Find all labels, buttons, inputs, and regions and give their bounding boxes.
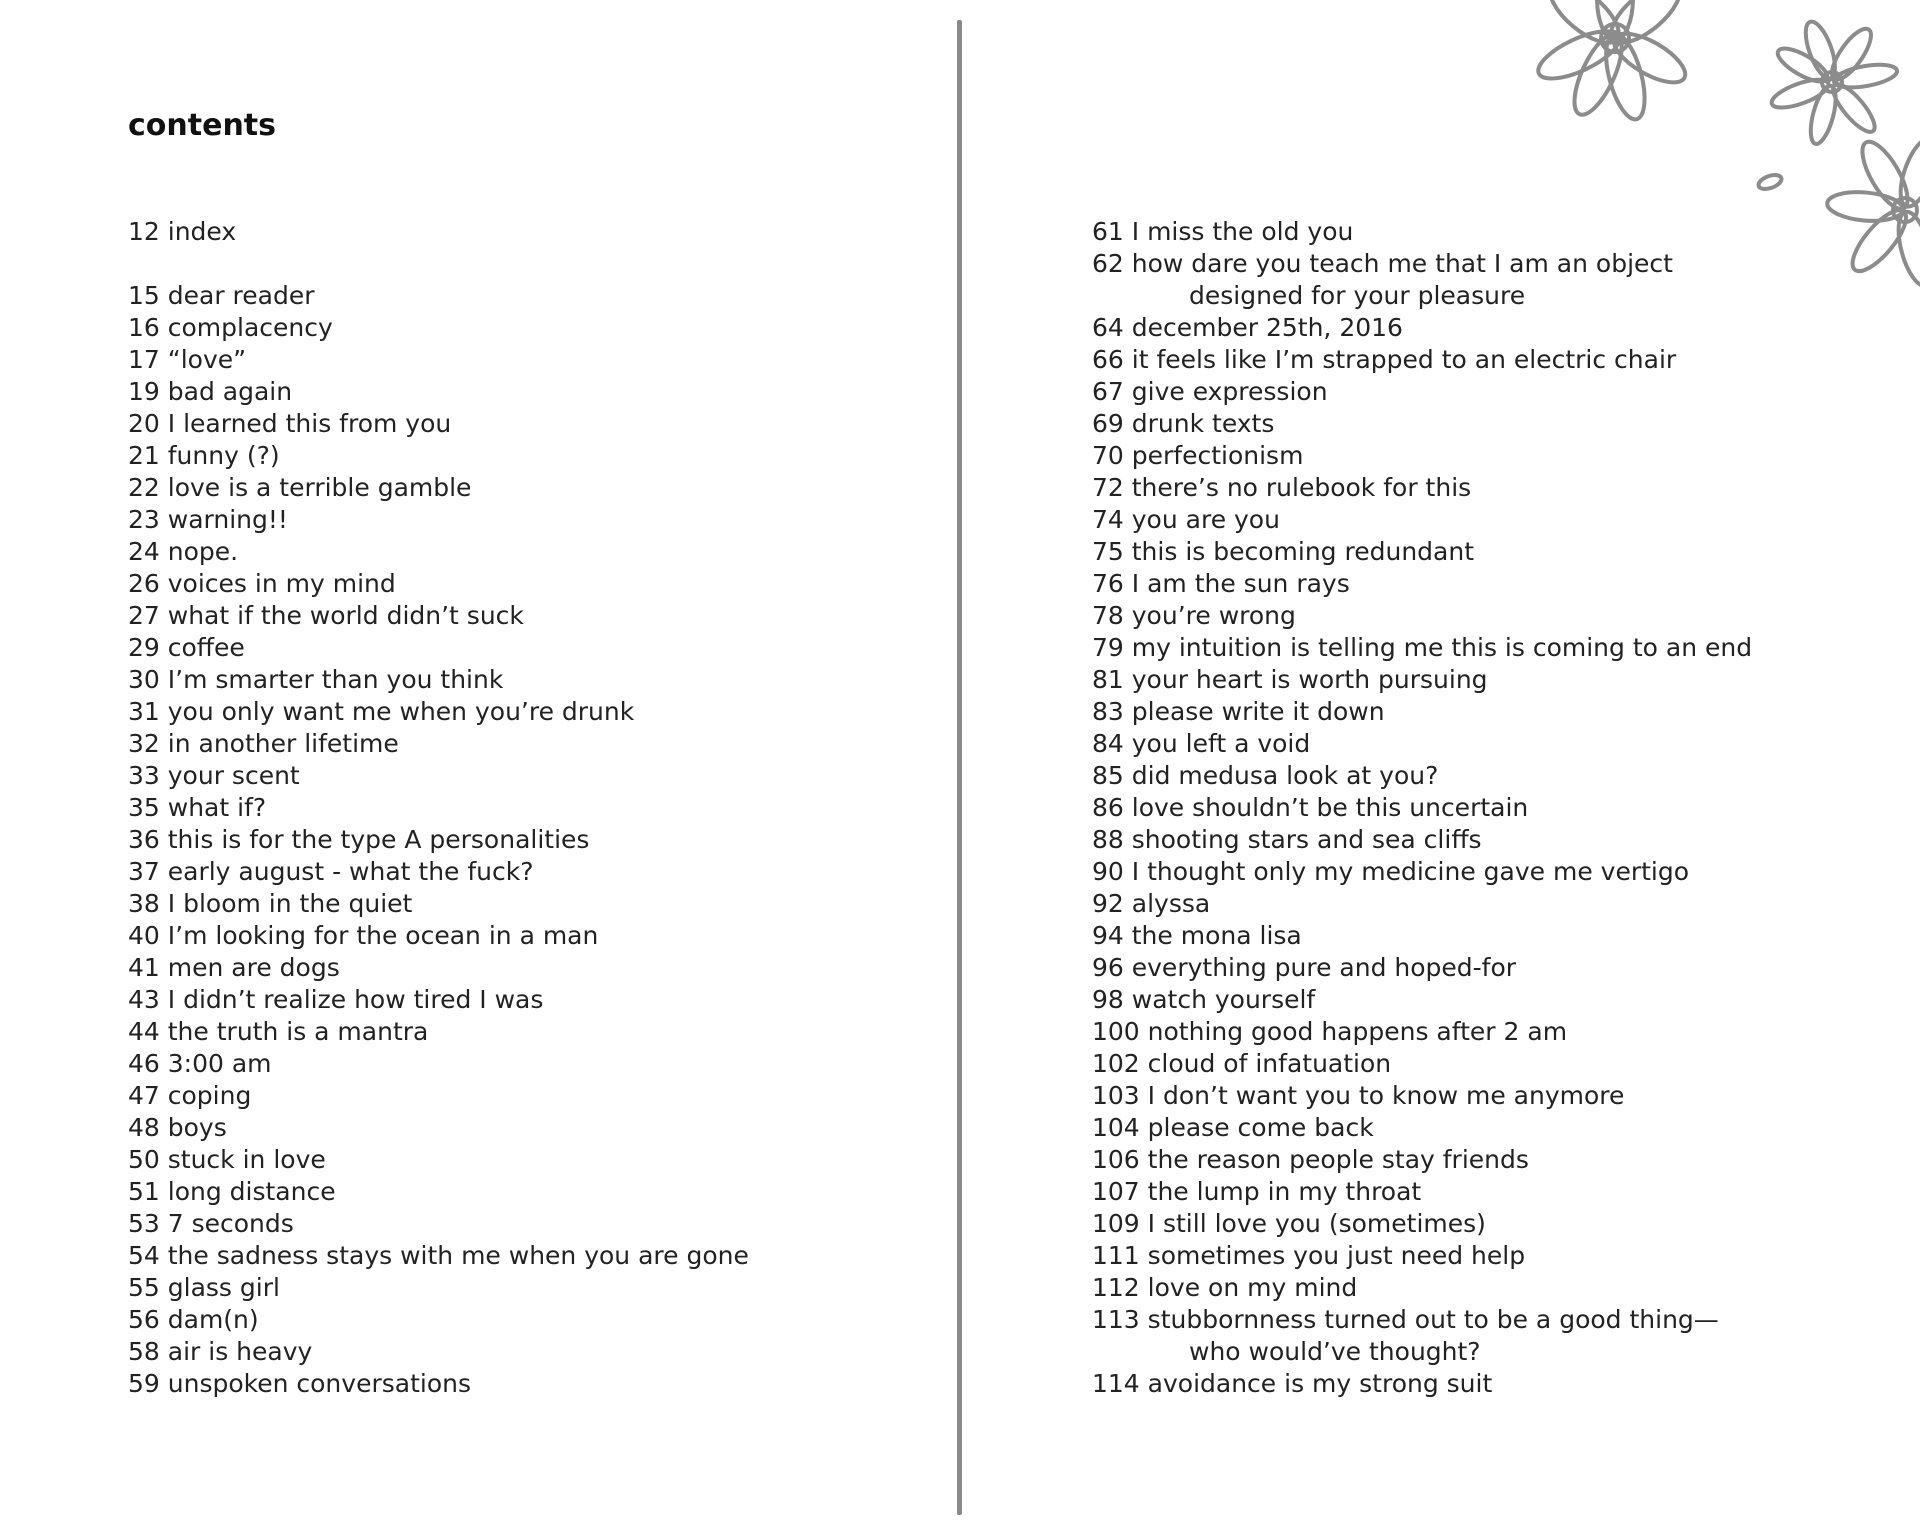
page-divider xyxy=(957,20,962,1515)
toc-entry: 75 this is becoming redundant xyxy=(1092,537,1474,566)
toc-entry: 79 my intuition is telling me this is coming to an end xyxy=(1092,633,1753,662)
toc-entry-continuation: designed for your pleasure xyxy=(1189,281,1526,310)
toc-entry: 41 men are dogs xyxy=(128,953,340,982)
toc-entry: 111 sometimes you just need help xyxy=(1092,1241,1526,1270)
toc-entry: 114 avoidance is my strong suit xyxy=(1092,1369,1493,1398)
toc-entry: 43 I didn’t realize how tired I was xyxy=(128,985,544,1014)
toc-entry: 56 dam(n) xyxy=(128,1305,259,1334)
toc-entry: 64 december 25th, 2016 xyxy=(1092,313,1403,342)
toc-entry: 69 drunk texts xyxy=(1092,409,1275,438)
toc-entry: 70 perfectionism xyxy=(1092,441,1304,470)
toc-entry: 92 alyssa xyxy=(1092,889,1211,918)
toc-entry: 106 the reason people stay friends xyxy=(1092,1145,1529,1174)
toc-entry: 104 please come back xyxy=(1092,1113,1374,1142)
toc-entry: 12 index xyxy=(128,217,237,246)
toc-entry: 88 shooting stars and sea cliffs xyxy=(1092,825,1482,854)
toc-entry: 74 you are you xyxy=(1092,505,1280,534)
toc-entry: 44 the truth is a mantra xyxy=(128,1017,429,1046)
toc-entry: 96 everything pure and hoped-for xyxy=(1092,953,1517,982)
toc-entry: 20 I learned this from you xyxy=(128,409,452,438)
toc-entry: 24 nope. xyxy=(128,537,239,566)
toc-entry: 90 I thought only my medicine gave me vertigo xyxy=(1092,857,1690,886)
toc-entry: 36 this is for the type A personalities xyxy=(128,825,590,854)
toc-entry: 86 love shouldn’t be this uncertain xyxy=(1092,793,1529,822)
toc-entry: 48 boys xyxy=(128,1113,227,1142)
toc-entry: 27 what if the world didn’t suck xyxy=(128,601,524,630)
toc-entry-line: 62 how dare you teach me that I am an object xyxy=(1092,249,1673,278)
toc-entry: 76 I am the sun rays xyxy=(1092,569,1350,598)
toc-entry: 54 the sadness stays with me when you are gone xyxy=(128,1241,749,1270)
toc-entry: 38 I bloom in the quiet xyxy=(128,889,413,918)
toc-entry: 16 complacency xyxy=(128,313,333,342)
toc-entry: 40 I’m looking for the ocean in a man xyxy=(128,921,599,950)
toc-entry: 21 funny (?) xyxy=(128,441,280,470)
toc-entry-continuation: who would’ve thought? xyxy=(1189,1337,1481,1366)
toc-entry: 47 coping xyxy=(128,1081,252,1110)
toc-entry: 50 stuck in love xyxy=(128,1145,326,1174)
toc-entry: 30 I’m smarter than you think xyxy=(128,665,504,694)
toc-entry: 53 7 seconds xyxy=(128,1209,294,1238)
toc-entry: 81 your heart is worth pursuing xyxy=(1092,665,1488,694)
toc-entry: 103 I don’t want you to know me anymore xyxy=(1092,1081,1625,1110)
toc-entry: 78 you’re wrong xyxy=(1092,601,1296,630)
toc-entry: 59 unspoken conversations xyxy=(128,1369,471,1398)
toc-entry: 33 your scent xyxy=(128,761,300,790)
toc-entry: 94 the mona lisa xyxy=(1092,921,1302,950)
toc-entry: 61 I miss the old you xyxy=(1092,217,1354,246)
toc-entry: 15 dear reader xyxy=(128,281,315,310)
toc-entry: 109 I still love you (sometimes) xyxy=(1092,1209,1486,1238)
toc-entry: 72 there’s no rulebook for this xyxy=(1092,473,1472,502)
toc-entry: 31 you only want me when you’re drunk xyxy=(128,697,635,726)
toc-entry: 55 glass girl xyxy=(128,1273,280,1302)
toc-entry: 23 warning!! xyxy=(128,505,288,534)
toc-entry: 35 what if? xyxy=(128,793,267,822)
toc-right-column xyxy=(1092,216,1912,1400)
toc-entry: 58 air is heavy xyxy=(128,1337,313,1366)
toc-entry: 107 the lump in my throat xyxy=(1092,1177,1422,1206)
toc-entry: 46 3:00 am xyxy=(128,1049,272,1078)
toc-left-column xyxy=(128,216,928,1400)
toc-entry: 66 it feels like I’m strapped to an electric chair xyxy=(1092,345,1677,374)
toc-entry: 22 love is a terrible gamble xyxy=(128,473,472,502)
toc-entry: 83 please write it down xyxy=(1092,697,1385,726)
toc-entry: 67 give expression xyxy=(1092,377,1328,406)
toc-entry: 100 nothing good happens after 2 am xyxy=(1092,1017,1568,1046)
toc-entry: 51 long distance xyxy=(128,1177,336,1206)
toc-entry: 85 did medusa look at you? xyxy=(1092,761,1439,790)
toc-entry: 17 “love” xyxy=(128,345,247,374)
toc-entry: 112 love on my mind xyxy=(1092,1273,1358,1302)
flower-doodle-icon xyxy=(1480,0,1920,300)
page-title: contents xyxy=(128,108,276,143)
toc-entry xyxy=(1092,1304,1912,1368)
toc-entry: 37 early august - what the fuck? xyxy=(128,857,534,886)
toc-entry: 84 you left a void xyxy=(1092,729,1311,758)
toc-entry-line: 113 stubbornness turned out to be a good thing— xyxy=(1092,1305,1719,1334)
toc-entry: 29 coffee xyxy=(128,633,245,662)
toc-entry: 102 cloud of infatuation xyxy=(1092,1049,1392,1078)
toc-entry: 98 watch yourself xyxy=(1092,985,1316,1014)
toc-entry: 19 bad again xyxy=(128,377,293,406)
toc-entry: 26 voices in my mind xyxy=(128,569,396,598)
toc-entry: 32 in another lifetime xyxy=(128,729,399,758)
